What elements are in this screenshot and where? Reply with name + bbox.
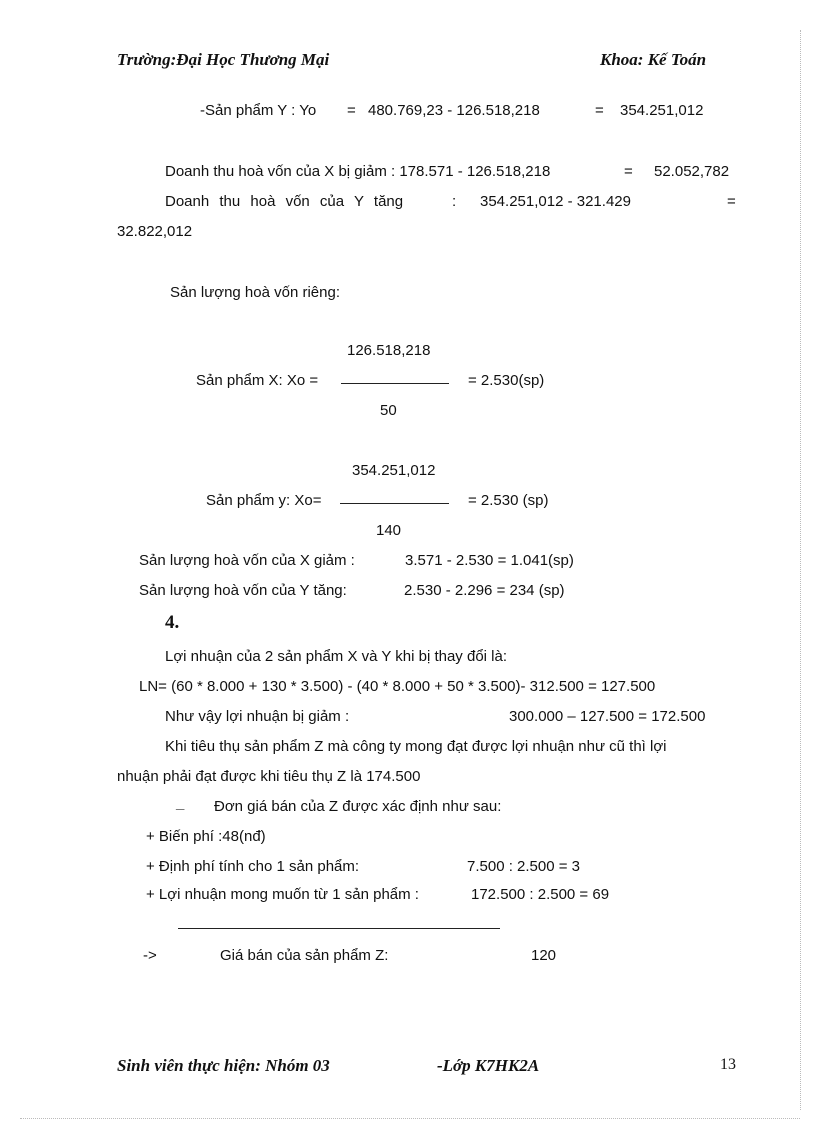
x-bep-decrease: Doanh thu hoà vốn của X bị giảm : 178.571 - 126.518,218 bbox=[165, 163, 551, 180]
fraction-y-bar bbox=[340, 503, 449, 504]
paragraph-line-1: Khi tiêu thụ sản phẩm Z mà công ty mong đạt được lợi nhuận như cũ thì lợi bbox=[165, 738, 667, 755]
profit-intro: Lợi nhuận của 2 sản phẩm X và Y khi bị thay đổi là: bbox=[165, 648, 508, 665]
fraction-y-denominator: 140 bbox=[376, 522, 402, 539]
profit-formula: LN= (60 * 8.000 + 130 * 3.500) - (40 * 8.000 + 50 * 3.500)- 312.500 = 127.500 bbox=[139, 678, 656, 695]
arrow: -> bbox=[143, 947, 157, 964]
profit-decrease-label: Như vậy lợi nhuận bị giảm : bbox=[165, 708, 350, 725]
item-profit-value: 172.500 : 2.500 = 69 bbox=[471, 886, 610, 903]
y0-label: -Sản phẩm Y : Yo bbox=[200, 102, 317, 119]
y-bep-equals: = bbox=[727, 193, 736, 210]
y-bep-expression: 354.251,012 - 321.429 bbox=[480, 193, 631, 210]
x-output-decrease-value: 3.571 - 2.530 = 1.041(sp) bbox=[405, 552, 574, 569]
y0-equals: = bbox=[347, 102, 356, 119]
footer-author: Sinh viên thực hiện: Nhóm 03 bbox=[117, 1056, 330, 1075]
page-number: 13 bbox=[720, 1056, 736, 1073]
bullet-dash: _ bbox=[176, 795, 185, 812]
price-label: Giá bán của sản phẩm Z: bbox=[220, 947, 389, 964]
item-fixed-cost-label: + Định phí tính cho 1 sản phẩm: bbox=[146, 858, 360, 875]
item-profit-label: + Lợi nhuận mong muốn từ 1 sản phẩm : bbox=[146, 886, 419, 903]
y-output-increase-value: 2.530 - 2.296 = 234 (sp) bbox=[404, 582, 565, 599]
section-4-heading: 4. bbox=[165, 612, 180, 633]
paragraph-line-2: nhuận phải đạt được khi tiêu thụ Z là 174.500 bbox=[117, 768, 421, 785]
fraction-x-bar bbox=[341, 383, 449, 384]
x-bep-equals: = bbox=[624, 163, 633, 180]
price-intro: Đơn giá bán của Z được xác định như sau: bbox=[214, 798, 502, 815]
fraction-y-result: = 2.530 (sp) bbox=[468, 492, 549, 509]
y-bep-increase: Doanh thu hoà vốn của Y tăng bbox=[165, 193, 404, 210]
header-school: Trường:Đại Học Thương Mại bbox=[117, 50, 330, 69]
sum-rule bbox=[178, 928, 500, 929]
page-border-right bbox=[800, 30, 801, 1110]
x-output-decrease-label: Sản lượng hoà vốn của X giảm : bbox=[139, 552, 355, 569]
output-title: Sản lượng hoà vốn riêng: bbox=[170, 284, 340, 301]
page-border-bottom bbox=[20, 1118, 800, 1119]
y-output-increase-label: Sản lượng hoà vốn của Y tăng: bbox=[139, 582, 347, 599]
header-faculty: Khoa: Kế Toán bbox=[600, 50, 707, 69]
fraction-y-numerator: 354.251,012 bbox=[352, 462, 436, 479]
y-bep-result: 32.822,012 bbox=[117, 223, 193, 240]
fraction-x-result: = 2.530(sp) bbox=[468, 372, 545, 389]
fraction-x-label: Sản phẩm X: Xo = bbox=[196, 372, 319, 389]
fraction-x-denominator: 50 bbox=[380, 402, 397, 419]
item-fixed-cost-value: 7.500 : 2.500 = 3 bbox=[467, 858, 581, 875]
y0-equals-2: = bbox=[595, 102, 604, 119]
y0-expression: 480.769,23 - 126.518,218 bbox=[368, 102, 540, 119]
x-bep-result: 52.052,782 bbox=[654, 163, 730, 180]
y0-result: 354.251,012 bbox=[620, 102, 704, 119]
price-value: 120 bbox=[531, 947, 557, 964]
item-variable-cost: + Biến phí :48(nđ) bbox=[146, 828, 266, 845]
fraction-y-label: Sản phẩm y: Xo= bbox=[206, 492, 322, 509]
fraction-x-numerator: 126.518,218 bbox=[347, 342, 431, 359]
footer-class: -Lớp K7HK2A bbox=[437, 1056, 540, 1075]
y-bep-colon: : bbox=[452, 193, 457, 210]
profit-decrease-value: 300.000 – 127.500 = 172.500 bbox=[509, 708, 706, 725]
